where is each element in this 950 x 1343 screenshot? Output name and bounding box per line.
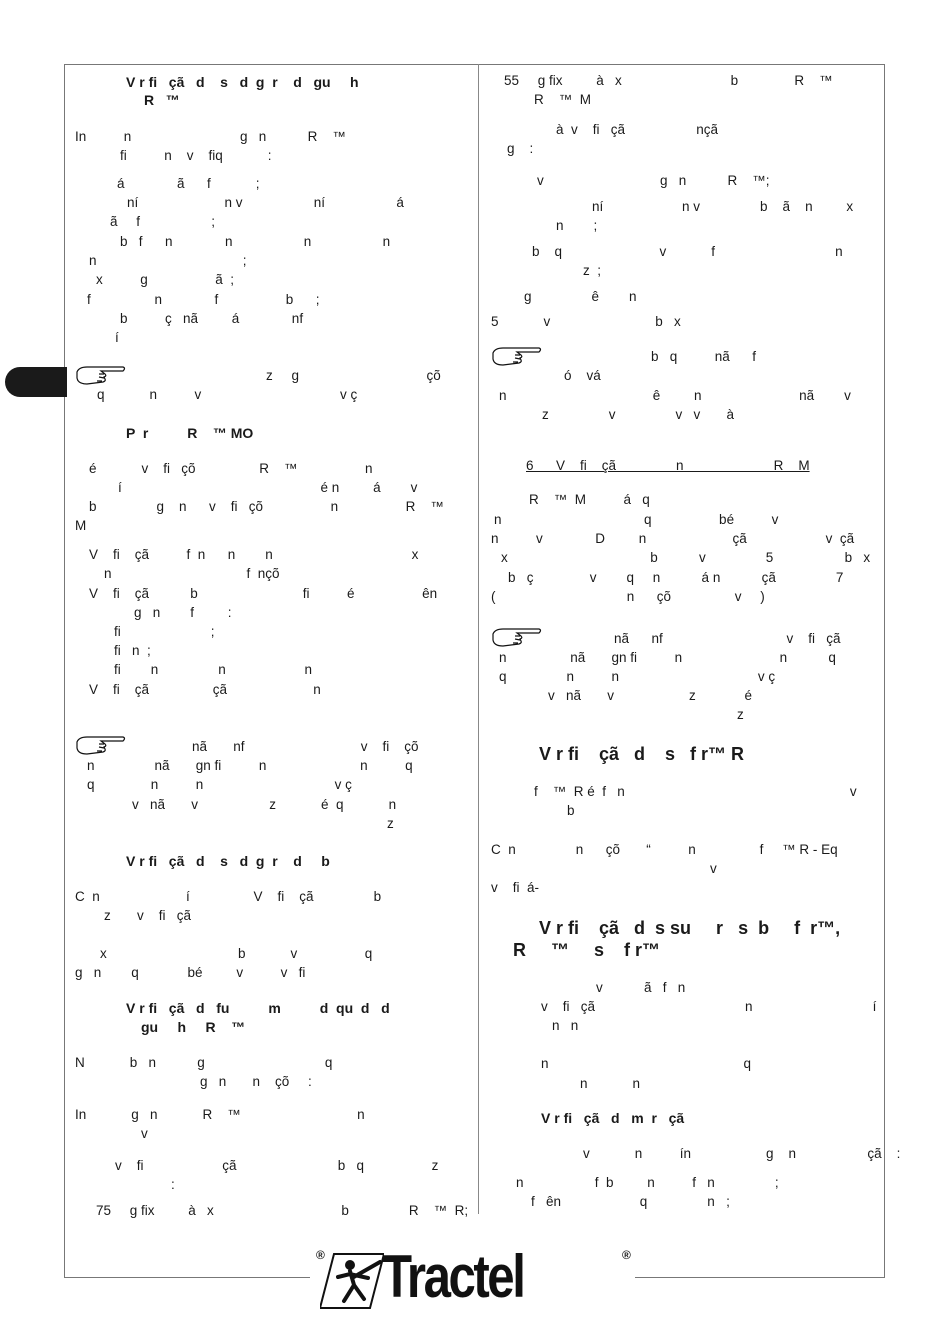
- text-line: v: [141, 1126, 148, 1141]
- text-line: V fi çã f n n n x: [89, 547, 419, 562]
- text-line: v nã v z é q n: [132, 797, 397, 812]
- text-line: b: [567, 803, 575, 818]
- text-line: In n g n R ™: [75, 129, 346, 144]
- brand-logo: [316, 1243, 634, 1312]
- text-line: x b v 5 b x: [501, 550, 871, 565]
- text-line: ní n v b ã n x: [592, 199, 854, 214]
- text-line: z ;: [583, 263, 602, 278]
- text-line: b f n n n n: [120, 234, 391, 249]
- text-line: g ê n: [524, 289, 637, 304]
- text-line: v fi á-: [491, 880, 540, 895]
- text-line: x b v q: [100, 946, 373, 961]
- text-line: fi n v fiq :: [120, 148, 272, 163]
- text-line: 6 V fi çã n R M: [526, 458, 810, 473]
- text-line: V fi çã b fi é ên: [89, 586, 438, 601]
- text-line: fi n ;: [114, 643, 151, 658]
- text-line: n v D n çã v çã: [491, 531, 855, 546]
- text-line: á ã f ;: [117, 176, 260, 191]
- pointing-hand-icon: [491, 626, 543, 648]
- text-line: f ên q n ;: [531, 1194, 730, 1209]
- text-line: v ã f n: [596, 980, 686, 995]
- section-heading: gu h R ™: [141, 1019, 246, 1035]
- text-line: C n í V fi çã b: [75, 889, 382, 904]
- text-line: v: [710, 861, 717, 876]
- text-line: fi n n n: [114, 662, 313, 677]
- text-line: q n v v ç: [97, 387, 358, 402]
- pointing-hand-icon: [75, 734, 127, 756]
- text-line: v n ín g n çã :: [583, 1146, 901, 1161]
- section-heading: V r fi çã d s su r s b f r™,: [539, 918, 841, 938]
- section-heading: R ™: [144, 92, 180, 108]
- text-line: é v fi çõ R ™ n: [89, 461, 373, 476]
- pointing-hand-icon: [75, 364, 127, 386]
- brand-name: Tractel: [382, 1243, 524, 1310]
- text-line: n nã gn fi n n q: [499, 650, 836, 665]
- section-heading: P r R ™ MO: [126, 425, 254, 441]
- section-heading: V r fi çã d s d g r d gu h: [126, 74, 359, 90]
- text-line: R ™ M á q: [529, 492, 650, 507]
- text-line: R ™ M: [534, 92, 591, 107]
- text-line: à v fi çã nçã: [556, 122, 719, 137]
- text-line: fi ;: [114, 624, 215, 639]
- text-line: v fi çã n í: [541, 999, 877, 1014]
- text-line: 5 v b x: [491, 314, 681, 329]
- climber-icon: [320, 1252, 384, 1310]
- text-line: :: [171, 1177, 175, 1192]
- text-line: z v v v à: [542, 407, 735, 422]
- text-line: In g n R ™ n: [75, 1107, 365, 1122]
- text-line: f ™ R é f n v: [534, 784, 857, 799]
- text-line: v nã v z é: [548, 688, 753, 703]
- text-line: q n n v ç: [87, 777, 352, 792]
- text-line: ã f ;: [110, 214, 216, 229]
- pointing-hand-icon: [491, 345, 543, 367]
- text-line: v g n R ™;: [537, 173, 770, 188]
- text-line: 55 g fix à x b R ™: [504, 73, 833, 88]
- section-heading: V r fi çã d s f r™ R: [539, 744, 745, 764]
- text-line: n f b n f n ;: [516, 1175, 779, 1190]
- text-line: q n n v ç: [499, 669, 776, 684]
- section-heading: V r fi çã d s d g r d b: [126, 853, 330, 869]
- text-line: x g ã ;: [96, 272, 235, 287]
- text-line: z v fi çã: [104, 908, 192, 923]
- text-line: M: [75, 518, 87, 533]
- text-line: nã nf v fi çõ: [192, 739, 419, 754]
- text-line: N b n g q: [75, 1055, 333, 1070]
- text-line: ní n v ní á: [127, 195, 404, 210]
- text-line: n ê n nã v: [499, 388, 851, 403]
- section-heading: V r fi çã d fu m d qu d d: [126, 1000, 390, 1016]
- text-line: n n: [580, 1076, 641, 1091]
- text-line: b ç nã á nf: [120, 311, 304, 326]
- text-line: g n f :: [134, 605, 232, 620]
- text-line: n ;: [89, 253, 247, 268]
- registered-mark-left: ®: [316, 1248, 325, 1262]
- text-line: C n n çõ “ n f ™ R - Eq: [491, 842, 838, 857]
- text-line: n n: [552, 1018, 579, 1033]
- text-line: í é n á v: [118, 480, 418, 495]
- text-line: V fi çã çã n: [89, 682, 321, 697]
- text-line: b ç v q n á n çã 7: [508, 570, 844, 585]
- side-tab: [5, 367, 67, 397]
- section-heading: R ™ s f r™: [513, 940, 661, 960]
- text-line: g n n çõ :: [200, 1074, 312, 1089]
- text-line: í: [115, 330, 119, 345]
- section-heading: V r fi çã d m r çã: [541, 1110, 685, 1126]
- registered-mark-right: ®: [622, 1248, 631, 1262]
- text-line: n q: [541, 1056, 752, 1071]
- text-line: v fi çã b q z: [115, 1158, 439, 1173]
- text-line: nã nf v fi çã: [614, 631, 841, 646]
- text-line: b q v f n: [532, 244, 843, 259]
- text-line: ó vá: [564, 368, 601, 383]
- text-line: n f nçõ: [104, 566, 280, 581]
- text-line: 75 g fix à x b R ™ R;: [96, 1203, 469, 1218]
- text-line: n q bé v: [494, 512, 779, 527]
- text-line: z g çõ: [266, 368, 441, 383]
- text-line: f n f b ;: [87, 292, 320, 307]
- text-line: b q nã f: [651, 349, 757, 364]
- text-line: ( n çõ v ): [491, 589, 765, 604]
- text-line: z: [737, 707, 744, 722]
- text-line: n nã gn fi n n q: [87, 758, 413, 773]
- column-divider: [478, 64, 479, 1214]
- text-line: g n q bé v v fi: [75, 965, 306, 980]
- text-line: n ;: [556, 218, 598, 233]
- text-line: g :: [507, 141, 534, 156]
- text-line: z: [387, 816, 394, 831]
- text-line: b g n v fi çõ n R ™: [89, 499, 444, 514]
